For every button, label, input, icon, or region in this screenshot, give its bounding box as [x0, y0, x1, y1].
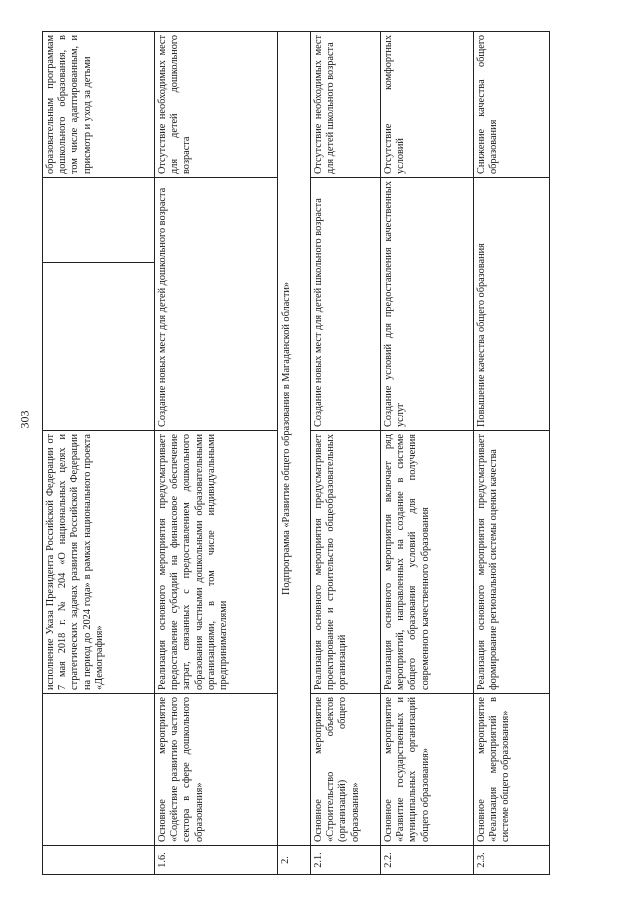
row-number: 2.1.: [311, 846, 381, 875]
expected-result: Повышение качества общего образования: [474, 178, 550, 431]
risk-consequence: образовательным программам дошкольного образования, в том числе адаптированным, и присмотр и уход за детьми: [43, 32, 155, 178]
measure-content: Реализация основного мероприятия предусматривает предоставление субсидий на финансовое обеспечение затрат, связанных с предоставлением дошкольного образования частными дошкольными образовательными организациями, в том числе индивидуальными предпринимателями: [155, 431, 278, 694]
row-number: 2.2.: [381, 846, 474, 875]
measure-name: Основное мероприятие «Развитие государственных и муниципальных организаций общего образования»: [381, 694, 474, 846]
expected-result: Создание новых мест для детей дошкольного возраста: [155, 178, 278, 431]
table-row: [381, 32, 474, 875]
risk-consequence: Отсутствие комфортных условий: [381, 32, 474, 178]
measure-name: Основное мероприятие «Строительство объектов (организаций) общего образования»: [311, 694, 381, 846]
row-number: 2.: [278, 846, 311, 875]
row-number: 1.6.: [155, 846, 278, 875]
risk-consequence: Снижение качества общего образования: [474, 32, 550, 178]
risk-consequence: Отсутствие необходимых мест для детей школьного возраста: [311, 32, 381, 178]
rotated-table-container: [42, 32, 550, 875]
table-row: [43, 32, 155, 875]
measure-name: Основное мероприятие «Содействие развитию частного сектора в сфере дошкольного образования»: [155, 694, 278, 846]
measure-content: Реализация основного мероприятия включает ряд мероприятий, направленных на создание в системе общего образования условий для получения современного качественного образования: [381, 431, 474, 694]
risk-consequence: Отсутствие необходимых мест для детей дошкольного возраста: [155, 32, 278, 178]
expected-result: Создание условий для предоставления качественных услуг: [381, 178, 474, 431]
table-row: [474, 32, 550, 875]
page-number: 303: [17, 410, 32, 429]
row-number: 2.3.: [474, 846, 550, 875]
measure-name: Основное мероприятие «Реализация мероприятий в системе общего образования»: [474, 694, 550, 846]
document-sheet: [42, 32, 550, 875]
table-row: [311, 32, 381, 875]
empty-cell: [43, 178, 155, 263]
subprogram-title: Подпрограмма «Развитие общего образования в Магаданской области»: [278, 32, 311, 846]
measure-name: [43, 694, 155, 846]
measure-content: Реализация основного мероприятия предусматривает формирование региональной системы оценки качества: [474, 431, 550, 694]
expected-result: Создание новых мест для детей школьного возраста: [311, 178, 381, 431]
row-number: [43, 846, 155, 875]
table-row: [155, 32, 278, 875]
expected-result: [43, 263, 155, 431]
subprogram-row: [278, 32, 311, 875]
measure-content: исполнение Указа Президента Российской Федерации от 7 мая 2018 г. № 204 «О национальных целях и стратегических задачах развития Российской Федерации на период до 2024 года» в рамках национального проекта «Демография»: [43, 431, 155, 694]
measures-table: [42, 31, 550, 875]
measure-content: Реализация основного мероприятия предусматривает проектирование и строительство общеобразовательных организаций: [311, 431, 381, 694]
